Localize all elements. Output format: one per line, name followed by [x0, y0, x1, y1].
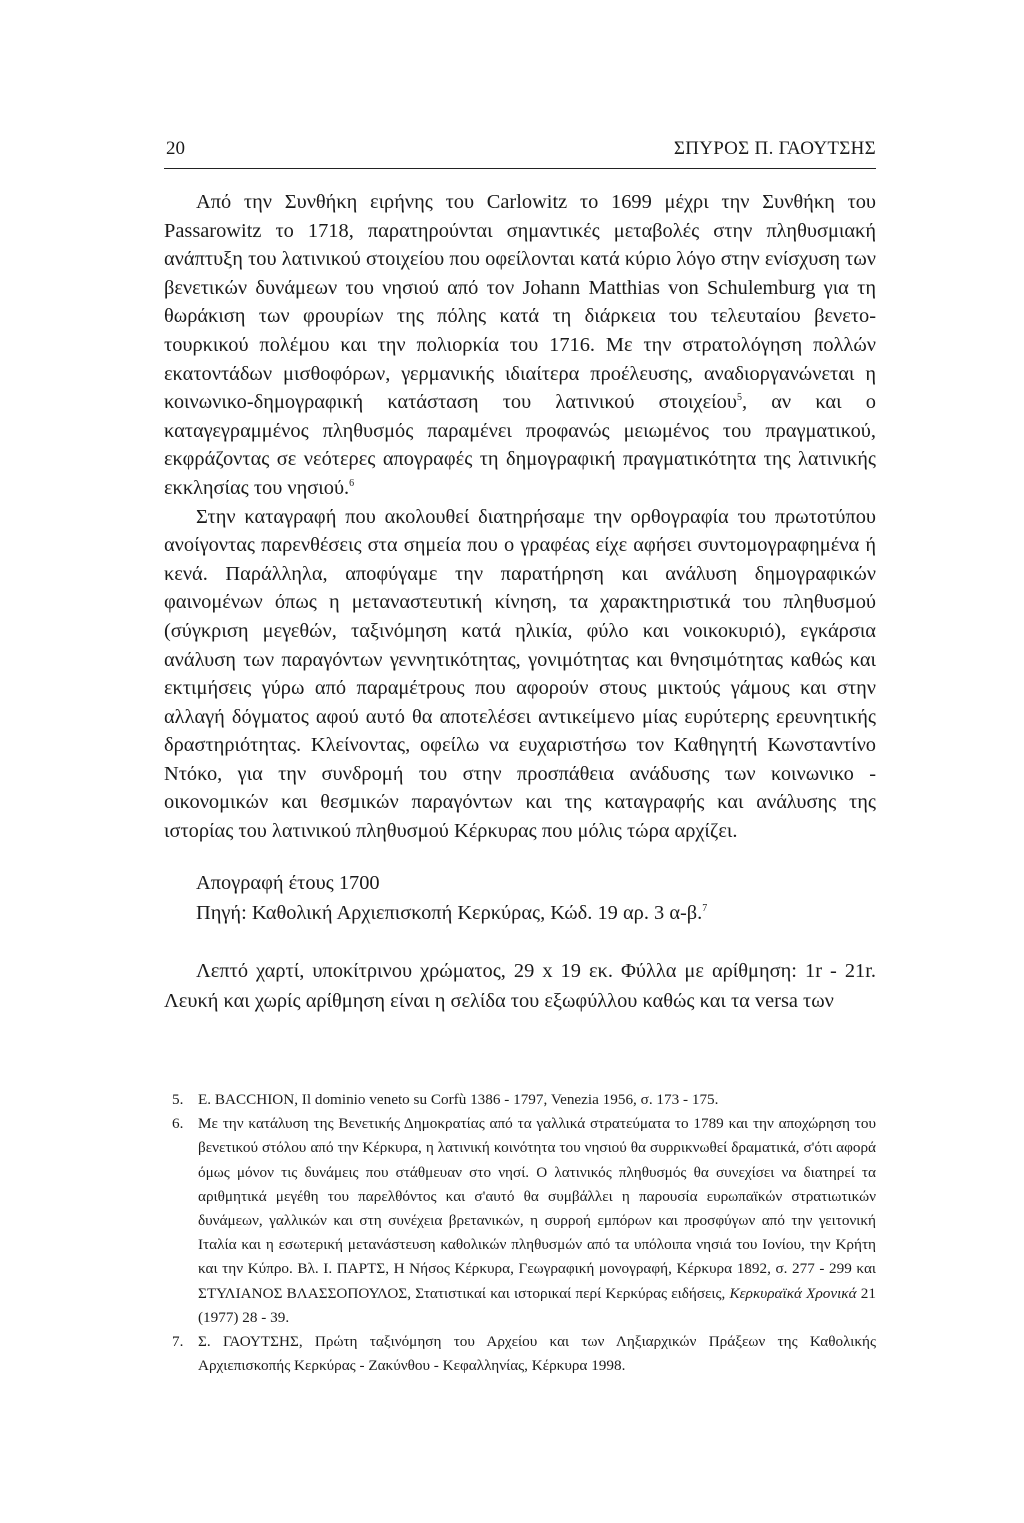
census-title: Απογραφή έτους 1700 — [196, 872, 380, 894]
source-text: Πηγή: Καθολική Αρχιεπισκοπή Κερκύρας, Κώδ. 19 αρ. 3 α-β. — [196, 902, 703, 924]
footnote-number: 5. — [172, 1091, 184, 1108]
author-name: ΣΠΥΡΟΣ Π. ΓΑΟΥΤΣΗΣ — [673, 138, 876, 159]
footnote-text: Με την κατάλυση της Βενετικής Δημοκρατίας από τα γαλλικά στρατεύματα το 1789 και την αποχώρηση του βενετικού στόλου από την Κέρκυρα, η λατινική κοινότητα του νησιού θα συρρικνωθεί δραματικά, σ'ότι αφορά όμως μόνον τις δυνάμεις που στάθμευαν στο νησί. Ο λατινικός πληθυσμός θα συνεχίσει να διατηρεί τα αριθμητικά μεγέθη του παρελθόντος και σ'αυτό θα συμβάλλει η παρουσία ευρωπαϊκών στρατιωτικών δυνάμεων, γαλλικών και στη συνέχεια βρετανικών, η συρροή εμπόρων και προσφύγων από την γειτονική Ιταλία και η εσωτερική μετανάστευση καθολικών πληθυσμών από τα υπόλοιπα νησιά του Ιονίου, την Κρήτη και την Κύπρο. Βλ. Ι. ΠΑΡΤΣ, Η Νήσος Κέρκυρα, Γεωγραφική μονογραφή, Κέρκυρα 1892, σ. 277 - 299 και ΣΤΥΛΙΑΝΟΣ ΒΛΑΣΣΟΠΟΥΛΟΣ, Στατιστικαί και ιστορικαί περί Κερκύρας ειδήσεις, — [198, 1115, 876, 1302]
source-line — [196, 898, 876, 928]
paragraph-1-part-b: , αν και ο καταγεγραμμένος πληθυσμός παραμένει προφανώς μειωμένος του πραγματικού, εκφράζοντας σε νεότερες απογραφές τη δημογραφική πραγματικότητα της λατινικής εκκλησίας του νησιού. — [164, 391, 876, 499]
journal-title: Κερκυραϊκά Χρονικά — [729, 1284, 857, 1302]
footnote-5 — [164, 1088, 876, 1112]
footnote-number: 6. — [172, 1115, 184, 1133]
paragraph-1 — [164, 188, 876, 503]
paragraph-2: Στην καταγραφή που ακολουθεί διατηρήσαμε την ορθογραφία του πρωτοτύπου ανοίγοντας παρενθέσεις στα σημεία που ο γραφέας είχε αφήσει συντομογραφημένα ή κενά. Παράλληλα, αποφύγαμε την παρατήρηση και ανάλυση δημογραφικών φαινομένων όπως η μεταναστευτική κίνηση, τα χαρακτηριστικά του πληθυσμού (σύγκριση μεγεθών, ταξινόμηση κατά ηλικία, φύλο και νοικοκυριό), εγκάρσια ανάλυση των παραγόντων γεννητικότητας, γονιμότητας και θνησιμότητας καθώς και εκτιμήσεις γύρω από παραμέτρους που αφορούν στους μικτούς γάμους και στην αλλαγή δόγματος αφού αυτό θα αποτελέσει αντικείμενο μίας ευρύτερης ερευνητικής δραστηριότητας. Κλείνοντας, οφείλω να ευχαριστήσω τον Καθηγητή Κωνσταντίνο Ντόκο, για την συνδρομή του στην προσπάθεια ανάδυσης των κοινωνικο - οικονομικών και θεσμικών παραγόντων και της καταγραφής και ανάλυσης της ιστορίας του λατινικού πληθυσμού Κέρκυρας που μόλις τώρα αρχίζει. — [164, 505, 876, 843]
footnote-ref-6[interactable]: 6 — [349, 478, 355, 490]
footnote-text-end: 21 (1977) 28 - 39. — [198, 1284, 876, 1326]
paragraph-1-part-a: Από την Συνθήκη ειρήνης του Carlowitz το 1699 μέχρι την Συνθήκη του Passarowitz το 1718, παρατηρούνται σημαντικές μεταβολές στην πληθυσμιακή ανάπτυξη του λατινικού στοιχείου που οφείλονται κατά κύριο λόγο στην ενίσχυση των βενετικών δυνάμεων του νησιού από τον Johann Matthias von Schulemburg για τη θωράκιση των φρουρίων της πόλης κατά τη διάρκεια του τελευταίου βενετο-τουρκικού πολέμου και την πολιορκία του 1716. Με την στρατολόγηση πολλών εκατοντάδων μισθοφόρων, γερμανικής ιδιαίτερα προέλευσης, αναδιοργανώνεται η κοινωνικο-δημογραφική κατάσταση του λατινικού στοιχείου — [164, 191, 876, 414]
footnote-number: 7. — [172, 1333, 184, 1351]
running-header — [164, 138, 876, 169]
main-text — [164, 188, 876, 846]
source-block — [196, 868, 876, 928]
manuscript-description — [164, 956, 876, 1016]
footnotes — [164, 1088, 876, 1378]
footnote-ref-5[interactable]: 5 — [736, 392, 742, 404]
footnote-7 — [164, 1330, 876, 1378]
footnote-6 — [164, 1112, 876, 1330]
description-paragraph: Λεπτό χαρτί, υποκίτρινου χρώματος, 29 x 19 εκ. Φύλλα με αρίθμηση: 1r - 21r. Λευκή και χωρίς αρίθμηση είναι η σελίδα του εξωφύλλου καθώς και τα versa των — [164, 960, 876, 1012]
footnote-text: Σ. ΓΑΟΥΤΣΗΣ, Πρώτη ταξινόμηση του Αρχείου και των Ληξιαρχικών Πράξεων της Καθολικής Αρχιεπισκοπής Κερκύρας - Ζακύνθου - Κεφαλληνίας, Κέρκυρα 1998. — [198, 1333, 876, 1375]
page-number: 20 — [166, 138, 185, 159]
footnote-text: E. BACCHION, Il dominio veneto su Corfù 1386 - 1797, Venezia 1956, σ. 173 - 175. — [198, 1091, 719, 1108]
footnote-ref-7[interactable]: 7 — [702, 903, 708, 915]
